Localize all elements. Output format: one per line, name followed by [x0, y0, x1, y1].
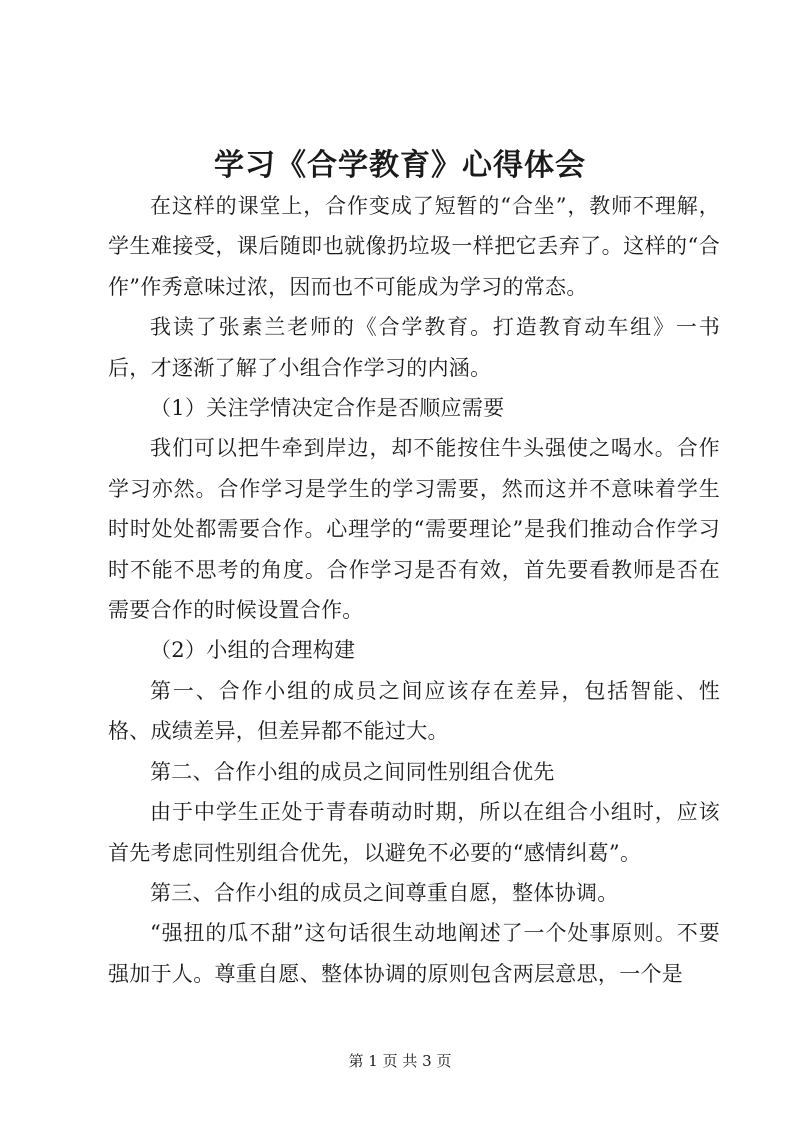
page-footer: 第 1 页 共 3 页 — [348, 1052, 452, 1070]
document-body — [108, 186, 720, 994]
paragraph: 由于中学生正处于青春萌动时期，所以在组合小组时，应该首先考虑同性别组合优先，以避免不必要的“感情纠葛”。 — [108, 800, 720, 865]
paragraph: 我读了张素兰老师的《合学教育。打造教育动车组》一书后，才逐渐了解了小组合作学习的内涵。 — [108, 315, 720, 380]
paragraph: “强扭的瓜不甜”这句话很生动地阐述了一个处事原则。不要强加于人。尊重自愿、整体协调的原则包含两层意思，一个是 — [108, 921, 720, 986]
paragraph: 在这样的课堂上，合作变成了短暂的“合坐”，教师不理解，学生难接受，课后随即也就像扔垃圾一样把它丢弃了。这样的“合作”作秀意味过浓，因而也不可能成为学习的常态。 — [108, 194, 720, 299]
paragraph: 我们可以把牛牵到岸边，却不能按住牛头强使之喝水。合作学习亦然。合作学习是学生的学习需要，然而这并不意味着学生时时处处都需要合作。心理学的“需要理论”是我们推动合作学习时不能不思考的角度。合作学习是否有效，首先要看教师是否在需要合作的时候设置合作。 — [108, 436, 720, 623]
paragraph: 第三、合作小组的成员之间尊重自愿，整体协调。 — [150, 880, 619, 905]
section-heading: （2）小组的合理构建 — [150, 638, 356, 663]
section-heading: （1）关注学情决定合作是否顺应需要 — [150, 396, 505, 421]
paragraph: 第二、合作小组的成员之间同性别组合优先 — [150, 759, 555, 784]
document-title: 学习《合学教育》心得体会 — [214, 148, 586, 183]
paragraph: 第一、合作小组的成员之间应该存在差异，包括智能、性格、成绩差异，但差异都不能过大。 — [108, 678, 720, 744]
